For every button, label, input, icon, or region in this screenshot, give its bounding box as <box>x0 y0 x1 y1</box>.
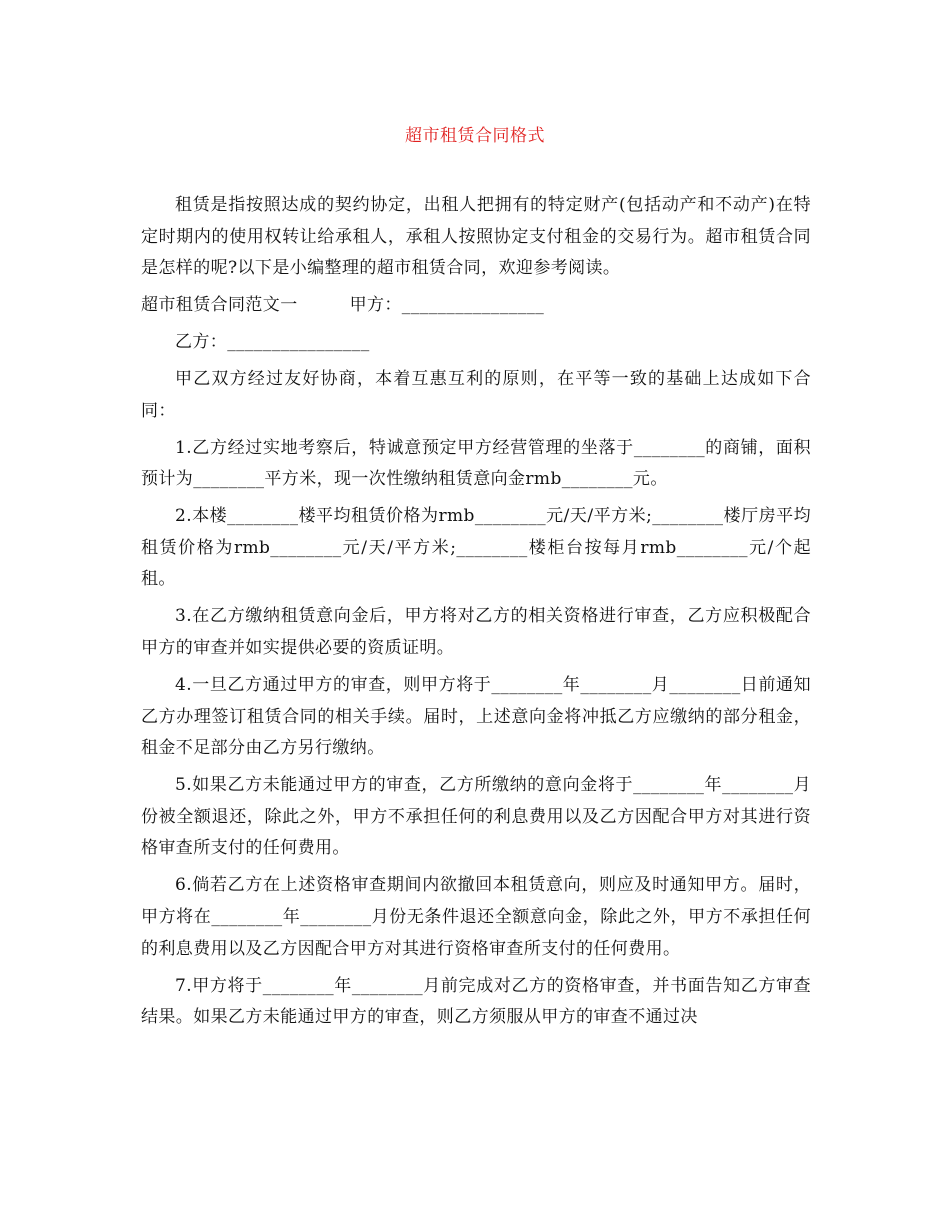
clause-5: 5.如果乙方未能通过甲方的审查，乙方所缴纳的意向金将于________年________月份被全额退还，除此之外，甲方不承担任何的利息费用以及乙方因配合甲方对其进行资格审查所支付的任何费用。 <box>141 775 811 859</box>
party-b-line: 乙方：________________ <box>175 332 370 353</box>
sample-heading-line <box>141 290 811 322</box>
clause-1: 1.乙方经过实地考察后，特诚意预定甲方经营管理的坐落于________的商铺，面积预计为________平方米，现一次性缴纳租赁意向金rmb________元。 <box>141 437 811 490</box>
clause-2: 2.本楼________楼平均租赁价格为rmb________元/天/平方米;________楼厅房平均租赁价格为rmb________元/天/平方米;________楼柜台按每月rmb________元/个起租。 <box>141 506 811 590</box>
document-body <box>141 190 811 1039</box>
clause-4: 4.一旦乙方通过甲方的审查，则甲方将于________年________月________日前通知乙方办理签订租赁合同的相关手续。届时，上述意向金将冲抵乙方应缴纳的部分租金，租金不足部分由乙方另行缴纳。 <box>141 675 811 759</box>
intro-paragraph: 租赁是指按照达成的契约协定，出租人把拥有的特定财产(包括动产和不动产)在特定时期内的使用权转让给承租人，承租人按照协定支付租金的交易行为。超市租赁合同是怎样的呢?以下是小编整理的超市租赁合同，欢迎参考阅读。 <box>141 195 811 279</box>
agreement-paragraph: 甲乙双方经过友好协商，本着互惠互利的原则，在平等一致的基础上达成如下合同： <box>141 369 811 421</box>
clause-7: 7.甲方将于________年________月前完成对乙方的资格审查，并书面告知乙方审查结果。如果乙方未能通过甲方的审查，则乙方须服从甲方的审查不通过决 <box>141 975 811 1028</box>
party-a-line: 甲方：________________ <box>349 295 545 316</box>
sample-heading: 超市租赁合同范文一 <box>141 295 298 316</box>
document-title: 超市租赁合同格式 <box>405 126 545 146</box>
clause-6: 6.倘若乙方在上述资格审查期间内欲撤回本租赁意向，则应及时通知甲方。届时，甲方将在________年________月份无条件退还全额意向金，除此之外，甲方不承担任何的利息费用以及乙方因配合甲方对其进行资格审查所支付的任何费用。 <box>141 875 811 959</box>
clause-3: 3.在乙方缴纳租赁意向金后，甲方将对乙方的相关资格进行审查，乙方应积极配合甲方的审查并如实提供必要的资质证明。 <box>141 606 811 659</box>
